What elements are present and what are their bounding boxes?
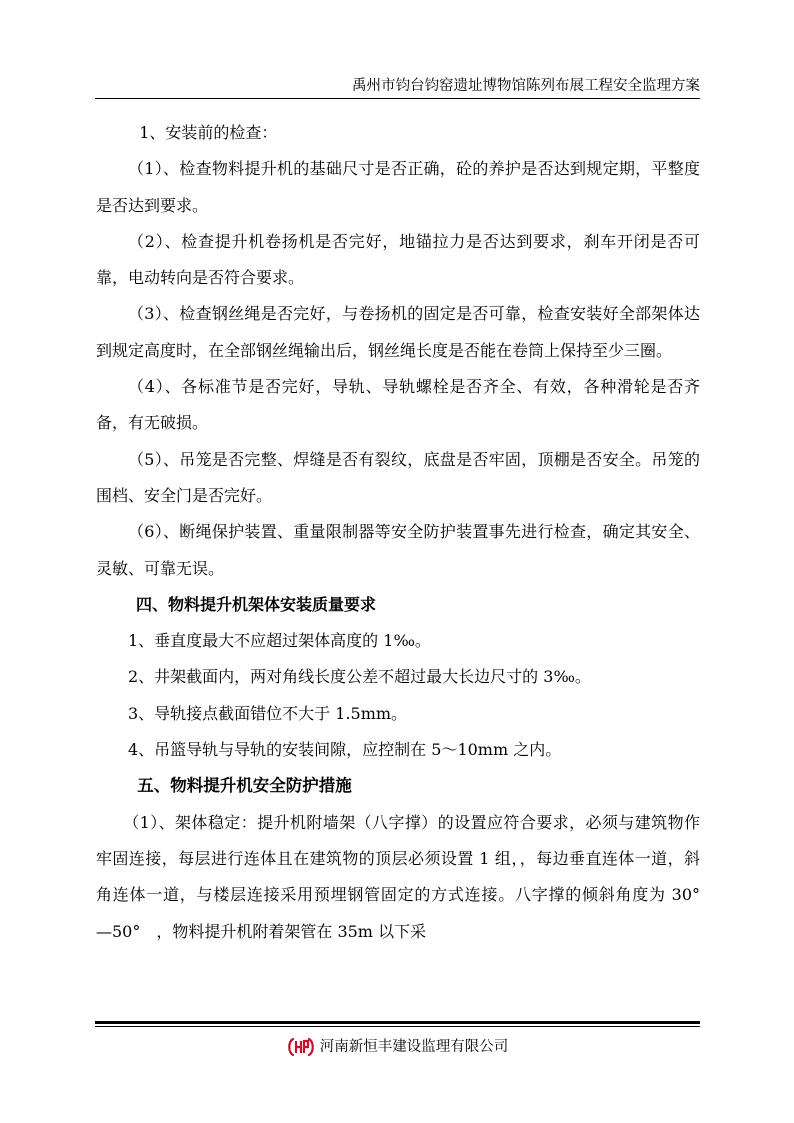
safety-item-frame-stability: （1）、架体稳定：提升机附墙架（八字撑）的设置应符合要求，必须与建筑物作牢固连接，每层进行连体且在建筑物的顶层必须设置 1 组，，每边垂直连体一道，斜角连体一道，与楼层连接采用预埋钢管固定的方式连接。八字撑的倾斜角度为 30° —50° ，物料提升机附着架管在 35m 以下采 xyxy=(96,812,717,941)
section-heading-safety-measures: 五、物料提升机安全防护措施 xyxy=(137,776,352,796)
check-item-safety-devices: （6）、断绳保护装置、重量限制器等安全防护装置事先进行检查，确定其安全、灵敏、可靠无误。 xyxy=(96,522,700,578)
page-header: 禹州市钧台钧窑遗址博物馆陈列布展工程安全监理方案 xyxy=(352,78,700,94)
check-item-standard-sections: （4）、各标准节是否完好，导轨、导轨螺栓是否齐全、有效，各种滑轮是否齐备，有无破损。 xyxy=(96,377,700,433)
company-logo-icon xyxy=(286,1037,316,1057)
check-item-foundation: （1）、检查物料提升机的基础尺寸是否正确，砼的养护是否达到规定期，平整度是否达到要求。 xyxy=(96,159,700,215)
check-item-wire-rope: （3）、检查钢丝绳是否完好，与卷扬机的固定是否可靠，检查安装好全部架体达到规定高度时，在全部钢丝绳输出后，钢丝绳长度是否能在卷筒上保持至少三圈。 xyxy=(96,304,700,360)
footer-divider-thick xyxy=(95,1021,700,1024)
footer-company-name: 河南新恒丰建设监理有限公司 xyxy=(319,1039,509,1055)
page-footer xyxy=(0,1034,794,1060)
document-body xyxy=(96,115,717,950)
header-divider xyxy=(95,98,700,99)
check-item-winch: （2）、检查提升机卷扬机是否完好，地锚拉力是否达到要求，刹车开闭是否可靠，电动转向是否符合要求。 xyxy=(96,231,700,288)
footer-divider-thin xyxy=(95,1026,700,1027)
section-heading-installation-quality: 四、物料提升机架体安装质量要求 xyxy=(136,594,377,614)
quality-item-rail-gap: 4、吊篮导轨与导轨的安装间隙，应控制在 5～10mm 之内。 xyxy=(128,740,562,760)
quality-item-diagonal-tolerance: 2、井架截面内，两对角线长度公差不超过最大长边尺寸的 3‰。 xyxy=(128,667,591,687)
quality-item-verticality: 1、垂直度最大不应超过架体高度的 1‰。 xyxy=(128,631,431,651)
quality-item-rail-offset: 3、导轨接点截面错位不大于 1.5mm。 xyxy=(128,703,408,723)
section-item-pre-install-check: 1、安装前的检查： xyxy=(139,123,278,142)
check-item-cage: （5）、吊笼是否完整、焊缝是否有裂纹，底盘是否牢固，顶棚是否安全。吊笼的围档、安全门是否完好。 xyxy=(96,449,700,505)
